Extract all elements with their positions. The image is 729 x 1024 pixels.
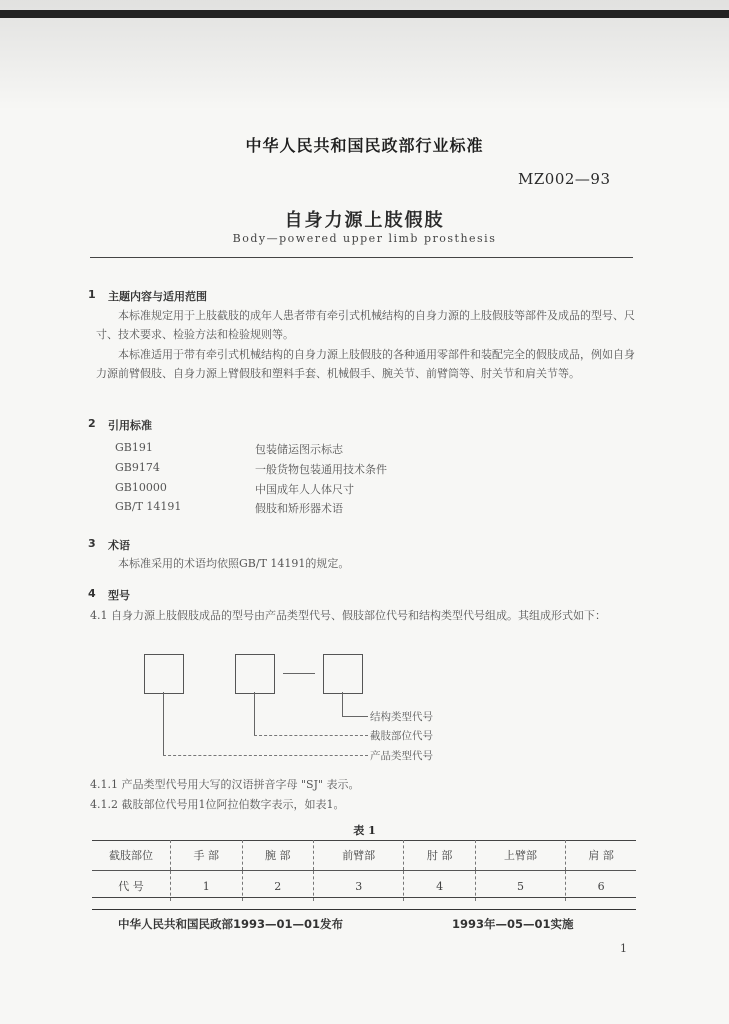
clause-4-1-1: 4.1.1 产品类型代号用大写的汉语拼音字母 "SJ" 表示。 xyxy=(90,778,360,791)
document-subtitle-english: Body—powered upper limb prosthesis xyxy=(232,232,497,245)
table-header-cell: 截肢部位 xyxy=(92,840,171,871)
limb-position-table xyxy=(92,840,636,901)
page-number: 1 xyxy=(620,942,627,955)
diagram-leader-product-h xyxy=(163,755,368,756)
table-cell: 手 部 xyxy=(171,840,243,871)
table-cell: 腕 部 xyxy=(242,840,314,871)
diagram-label-structure-type: 结构类型代号 xyxy=(370,711,433,723)
ref-name: 包装储运图示标志 xyxy=(255,443,343,456)
section-2-title: 引用标准 xyxy=(108,419,152,432)
ref-name: 一般货物包装通用技术条件 xyxy=(255,463,387,476)
ref-name: 中国成年人人体尺寸 xyxy=(255,483,354,496)
diagram-label-limb-position: 截肢部位代号 xyxy=(370,730,433,742)
diagram-leader-product xyxy=(163,692,164,755)
table-cell: 前臂部 xyxy=(314,840,404,871)
table-row xyxy=(92,840,636,871)
table-cell: 肩 部 xyxy=(566,840,636,871)
table-cell: 5 xyxy=(475,871,565,902)
clause-4-1: 4.1 自身力源上肢假肢成品的型号由产品类型代号、假肢部位代号和结构类型代号组成。其组成形式如下： xyxy=(90,609,606,622)
table-cell: 4 xyxy=(404,871,476,902)
footer-rule xyxy=(92,909,636,910)
ref-code: GB191 xyxy=(115,441,153,454)
diagram-leader-position xyxy=(254,692,255,735)
table-cell: 6 xyxy=(566,871,636,902)
table-cell: 2 xyxy=(242,871,314,902)
table-cell: 1 xyxy=(171,871,243,902)
section-2-number: 2 xyxy=(88,417,96,430)
section-4-number: 4 xyxy=(88,587,96,600)
ref-name: 假肢和矫形器术语 xyxy=(255,502,343,515)
scan-top-edge xyxy=(0,10,729,18)
ref-code: GB10000 xyxy=(115,481,167,494)
section-1-number: 1 xyxy=(88,288,96,301)
table-bottom-rule xyxy=(92,897,636,898)
document-title: 自身力源上肢假肢 xyxy=(284,210,445,231)
section-3-number: 3 xyxy=(88,537,96,550)
diagram-label-product-type: 产品类型代号 xyxy=(370,750,433,762)
section-4-title: 型号 xyxy=(108,589,130,602)
effective-date: 1993年—05—01实施 xyxy=(452,917,574,931)
ref-code: GB9174 xyxy=(115,461,160,474)
clause-4-1-2: 4.1.2 截肢部位代号用1位阿拉伯数字表示，如表1。 xyxy=(90,798,345,811)
diagram-box-limb-position xyxy=(235,654,275,694)
table-1-title: 表 1 xyxy=(353,824,376,837)
section-3-text: 本标准采用的术语均依照GB/T 14191的规定。 xyxy=(118,557,350,570)
diagram-leader-position-h xyxy=(254,735,368,736)
ref-code: GB/T 14191 xyxy=(115,500,182,513)
diagram-box-structure-type xyxy=(323,654,363,694)
table-cell: 肘 部 xyxy=(404,840,476,871)
section-1-title: 主题内容与适用范围 xyxy=(108,290,207,303)
diagram-leader-structure-h xyxy=(342,716,368,717)
section-3-title: 术语 xyxy=(108,539,130,552)
table-header-cell: 代 号 xyxy=(118,880,144,893)
diagram-box-product-type xyxy=(144,654,184,694)
diagram-separator-dash xyxy=(283,673,315,674)
standard-type-heading: 中华人民共和国民政部行业标准 xyxy=(245,136,484,155)
section-1-paragraph-2: 本标准适用于带有牵引式机械结构的自身力源上肢假肢的各种通用零部件和装配完全的假肢成品，例如自身力源前臂假肢、自身力源上臂假肢和塑料手套、机械假手、腕关节、前臂筒等、肘关节和肩关节等。 xyxy=(96,348,635,380)
standard-code: MZ002—93 xyxy=(518,170,611,188)
issued-date: 中华人民共和国民政部1993—01—01发布 xyxy=(118,917,344,931)
table-cell: 3 xyxy=(314,871,404,902)
title-rule xyxy=(90,257,633,258)
table-cell: 上臂部 xyxy=(475,840,565,871)
section-1-paragraph-1: 本标准规定用于上肢截肢的成年人患者带有牵引式机械结构的自身力源的上肢假肢等部件及成品的型号、尺寸、技术要求、检验方法和检验规则等。 xyxy=(96,309,635,341)
diagram-leader-structure xyxy=(342,692,343,716)
